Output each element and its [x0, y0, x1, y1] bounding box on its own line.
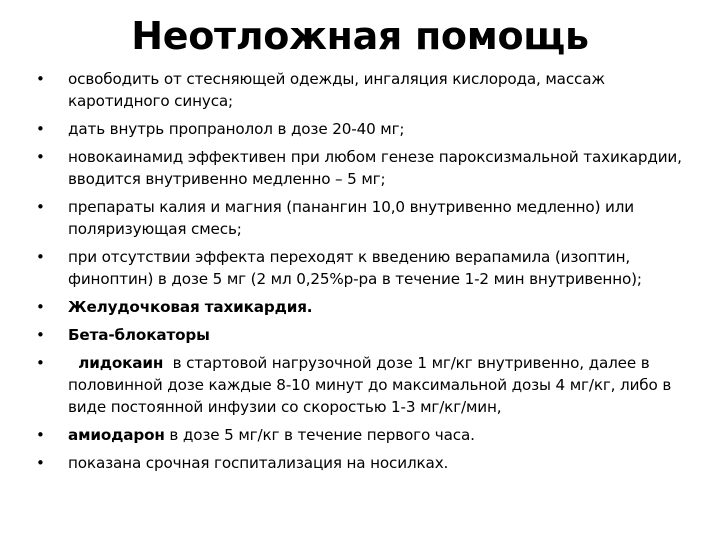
list-item	[36, 196, 686, 240]
item-text: показана срочная госпитализация на носилках.	[68, 454, 449, 472]
item-text: препараты калия и магния (панангин 10,0 внутривенно медленно) или поляризующая смесь;	[68, 198, 635, 238]
bullet-icon: •	[36, 198, 45, 216]
list-item	[36, 424, 686, 446]
bullet-icon: •	[36, 298, 45, 316]
drug-name: амиодарон	[68, 426, 165, 444]
item-text: в дозе 5 мг/кг в течение первого часа.	[164, 426, 475, 444]
bullet-icon: •	[36, 120, 45, 138]
item-text: дать внутрь пропранолол в дозе 20-40 мг;	[68, 120, 405, 138]
bullet-icon: •	[36, 248, 45, 266]
item-text: в стартовой нагрузочной дозе 1 мг/кг внутривенно, далее в половинной дозе каждые 8-10 минут до максимальной дозы 4 мг/кг, либо в виде постоянной инфузии со скоростью 1-3 мг/кг/мин,	[68, 354, 676, 416]
bullet-icon: •	[36, 454, 45, 472]
list-item	[36, 246, 686, 290]
bullet-icon: •	[36, 354, 45, 372]
list-item	[36, 146, 686, 190]
item-text: при отсутствии эффекта переходят к введению верапамила (изоптин, финоптин) в дозе 5 мг (2 мл 0,25%р-ра в течение 1-2 мин внутривенно);	[68, 248, 642, 288]
drug-name: лидокаин	[68, 354, 164, 372]
list-item	[36, 452, 686, 474]
item-heading: Желудочковая тахикардия.	[68, 298, 313, 316]
list-item	[36, 352, 686, 418]
item-text: новокаинамид эффективен при любом генезе пароксизмальной тахикардии, вводится внутривенно медленно – 5 мг;	[68, 148, 682, 188]
bullet-icon: •	[36, 70, 45, 88]
bullet-list	[36, 68, 686, 480]
list-item	[36, 118, 686, 140]
bullet-icon: •	[36, 426, 45, 444]
slide-title: Неотложная помощь	[131, 14, 589, 58]
bullet-icon: •	[36, 326, 45, 344]
list-item	[36, 324, 686, 346]
bullet-icon: •	[36, 148, 45, 166]
item-text: освободить от стесняющей одежды, ингаляция кислорода, массаж каротидного синуса;	[68, 70, 605, 110]
item-heading: Бета-блокаторы	[68, 326, 210, 344]
list-item	[36, 68, 686, 112]
list-item	[36, 296, 686, 318]
